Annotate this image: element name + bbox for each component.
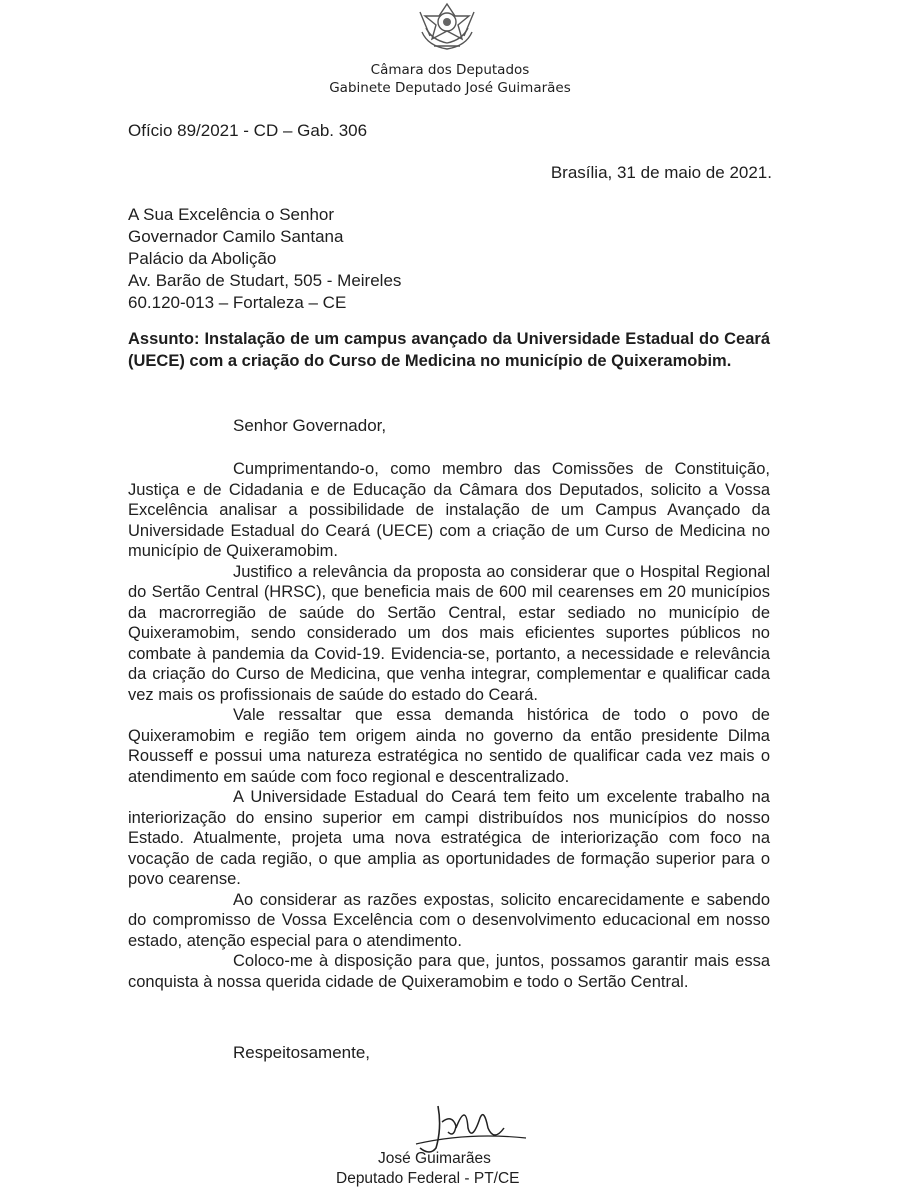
- body-paragraph: Justifico a relevância da proposta ao considerar que o Hospital Regional do Sertão Central (HRSC), que beneficia mais de 600 mil cearenses em 20 municípios da macrorregião de saúde do Sertão Central, estar sediado no município de Quixeramobim, sendo considerado um dos mais eficientes suportes públicos no combate à pandemia da Covid-19. Evidencia-se, portanto, a necessidade e relevância da criação do Curso de Medicina, que venha integrar, complementar e qualificar cada vez mais os profissionais de saúde do estado do Ceará.: [128, 562, 770, 704]
- letter-body: [128, 459, 770, 992]
- recipient-line: Governador Camilo Santana: [128, 227, 344, 246]
- recipient-line: Palácio da Abolição: [128, 249, 277, 268]
- recipient-block: [128, 204, 401, 314]
- body-paragraph: Cumprimentando-o, como membro das Comissões de Constituição, Justiça e de Cidadania e de Educação da Câmara dos Deputados, solicito a Vossa Excelência analisar a possibilidade de instalação de um Campus Avançado da Universidade Estadual do Ceará (UECE) com a criação de um Curso de Medicina no município de Quixeramobim.: [128, 460, 770, 560]
- header-office: Gabinete Deputado José Guimarães: [329, 80, 571, 96]
- brazil-coat-of-arms-icon: [414, 2, 480, 52]
- recipient-line: A Sua Excelência o Senhor: [128, 205, 335, 224]
- body-paragraph: Ao considerar as razões expostas, solicito encarecidamente e sabendo do compromisso de Vossa Excelência com o desenvolvimento educacional em nosso estado, atenção especial para o atendimento.: [128, 890, 770, 950]
- salutation: Senhor Governador,: [233, 416, 387, 435]
- signer-title: Deputado Federal - PT/CE: [336, 1170, 520, 1187]
- recipient-line: 60.120-013 – Fortaleza – CE: [128, 293, 347, 312]
- signer-name: José Guimarães: [378, 1150, 491, 1167]
- body-paragraph: A Universidade Estadual do Ceará tem feito um excelente trabalho na interiorização do ensino superior em campi distribuídos nos municípios do nosso Estado. Atualmente, projeta uma nova estratégica de interiorização com foco na vocação de cada região, o que amplia as oportunidades de formação superior para o povo cearense.: [128, 788, 770, 888]
- letter-reference: Ofício 89/2021 - CD – Gab. 306: [128, 121, 368, 140]
- body-paragraph: Coloco-me à disposição para que, juntos, possamos garantir mais essa conquista à nossa querida cidade de Quixeramobim e todo o Sertão Central.: [128, 952, 770, 991]
- letter-date: Brasília, 31 de maio de 2021.: [550, 163, 772, 182]
- body-paragraph: Vale ressaltar que essa demanda histórica de todo o povo de Quixeramobim e região tem origem ainda no governo da então presidente Dilma Rousseff e possui uma natureza estratégica no sentido de qualificar cada vez mais o atendimento em saúde com foco regional e descentralizado.: [128, 706, 770, 786]
- closing: Respeitosamente,: [233, 1043, 371, 1062]
- header-institution: Câmara dos Deputados: [370, 62, 530, 78]
- recipient-line: Av. Barão de Studart, 505 - Meireles: [128, 271, 402, 290]
- letter-subject: Assunto: Instalação de um campus avançado da Universidade Estadual do Ceará (UECE) com a criação do Curso de Medicina no município de Quixeramobim.: [128, 330, 770, 370]
